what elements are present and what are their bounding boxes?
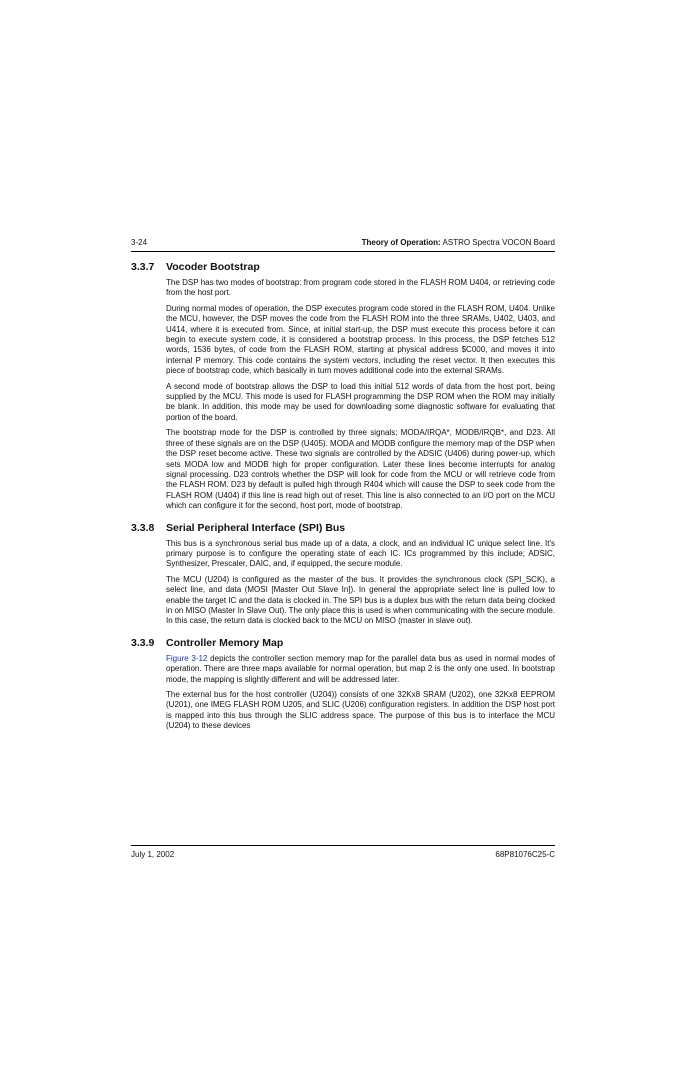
paragraph — [166, 654, 555, 685]
header-title-bold: Theory of Operation: — [361, 238, 441, 247]
section-heading — [131, 636, 555, 650]
paragraph: This bus is a synchronous serial bus made up of a data, a clock, and an individual IC unique select line. It's primary purpose is to configure the operating state of each IC. ICs programmed by this include; ADSIC, Synthesizer, Prescaler, DAIC, and, if equipped, the secure module. — [166, 538, 555, 569]
figure-link[interactable]: Figure 3-12 — [166, 653, 208, 663]
footer-rule — [131, 845, 555, 846]
footer-date: July 1, 2002 — [131, 850, 175, 859]
footer-doc-number: 68P81076C25-C — [495, 850, 555, 859]
section-controller-memory-map — [131, 636, 555, 732]
section-heading — [131, 521, 555, 535]
header-rule — [131, 251, 555, 252]
header-title — [362, 238, 555, 247]
section-spi-bus — [131, 521, 555, 627]
paragraph-text: depicts the controller section memory map for the parallel data bus as used in normal modes of operation. There are three maps available for normal operation, but map 2 is the only one used. In bootstrap mode, the mapping is slightly different and will be addressed later. — [166, 653, 555, 684]
section-heading — [131, 260, 555, 274]
page-body — [131, 260, 555, 737]
page-number: 3-24 — [131, 238, 148, 247]
paragraph: The MCU (U204) is configured as the master of the bus. It provides the synchronous clock (SPI_SCK), a select line, and data (MOSI [Master Out Slave In]). In general the appropriate select line is pulled low to enable the target IC and the data is clocked in. The SPI bus is a duplex bus with the return data being clocked in on MISO (Master In Slave Out). The only place this is used is when communicating with the secure module. In this case, the return data is clocked back to the MCU on MISO (master in slave out). — [166, 574, 555, 626]
paragraph: During normal modes of operation, the DSP executes program code stored in the FLASH ROM, U404. Unlike the MCU, however, the DSP moves the code from the FLASH ROM into the three SRAMs, U402, U403, and U414, where it is executed from. Since, at initial start-up, the DSP must execute this process before it can begin to execute system code, it is considered a bootstrap process. In this process, the DSP fetches 512 words, 1536 bytes, of code from the FLASH ROM, starting at physical address $C000, and moves it into internal P memory. This code contains the system vectors, including the reset vector. It then executes this piece of bootstrap code, which basically in turn moves additional code into the external SRAMs. — [166, 303, 555, 376]
section-title: Vocoder Bootstrap — [166, 261, 260, 273]
header-title-rest: ASTRO Spectra VOCON Board — [440, 238, 555, 247]
section-title: Controller Memory Map — [166, 636, 284, 649]
paragraph: A second mode of bootstrap allows the DSP to load this initial 512 words of data from the host port, being supplied by the MCU. This mode is used for FLASH programming the DSP ROM when the ROM may initially be blank. In addition, this mode may be used for downloading some diagnostic software for evaluating that portion of the board. — [166, 381, 555, 422]
paragraph: The bootstrap mode for the DSP is controlled by three signals; MODA/IRQA*, MODB/IRQB*, and D23. All three of these signals are on the DSP (U405). MODA and MODB configure the memory map of the DSP when the DSP reset become active. These two signals are controlled by the ADSIC (U406) during power-up, which sets MODA low and MODB high for proper configuration. Later these lines become interrupts for analog signal processing. D23 controls whether the DSP will look for code from the MCU or will retrieve code from the FLASH ROM. D23 by default is pulled high through R404 which will cause the DSP to seek code from the FLASH ROM (U404) if this line is read high out of reset. This line is also connected to an I/O port on the MCU which can configure it for the second, host port, mode of bootstrap. — [166, 428, 555, 511]
section-title: Serial Peripheral Interface (SPI) Bus — [166, 521, 346, 534]
running-header — [131, 238, 555, 252]
section-number: 3.3.9 — [131, 636, 155, 649]
paragraph: The external bus for the host controller (U204)) consists of one 32Kx8 SRAM (U202), one 32Kx8 EEPROM (U201), one IMEG FLASH ROM U205, and SLIC (U206) configuration registers. In addition the DSP host port is mapped into this bus through the SLIC address space. The purpose of this bus is to interface the MCU (U204) to these devices — [166, 690, 555, 731]
paragraph: The DSP has two modes of bootstrap: from program code stored in the FLASH ROM U404, or retrieving code from the host port. — [166, 278, 555, 298]
section-vocoder-bootstrap — [131, 260, 555, 512]
section-number: 3.3.7 — [131, 261, 155, 273]
section-number: 3.3.8 — [131, 521, 155, 534]
